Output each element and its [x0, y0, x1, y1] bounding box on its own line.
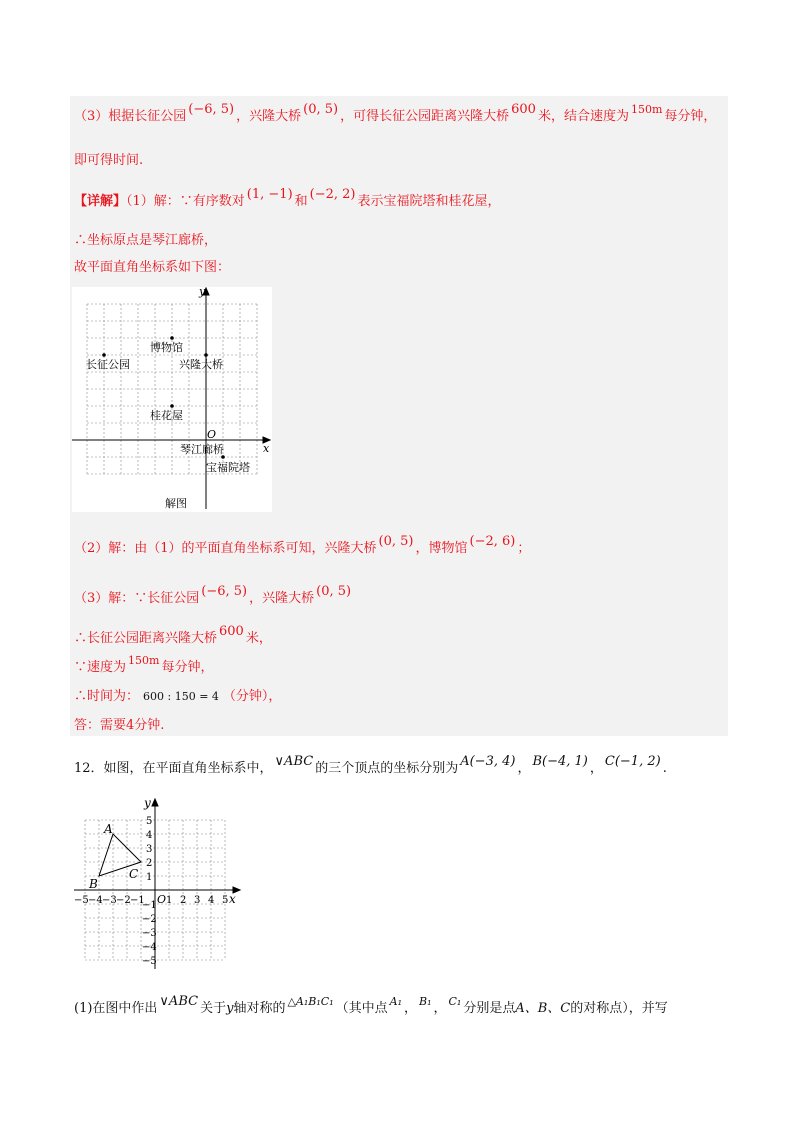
text: (1)在图中作出: [74, 1001, 158, 1016]
text: ∴时间为：: [74, 689, 140, 704]
speed-line: [74, 654, 214, 677]
distance-value: 600: [511, 102, 536, 117]
coord-changzheng: (−6, 5): [188, 102, 235, 117]
x-tick: −5: [74, 895, 89, 906]
place-guihua-house: 桂花屋: [150, 409, 183, 422]
detail-line: [74, 187, 501, 211]
y-tick: −5: [142, 956, 157, 967]
points-abc: A、B、C: [515, 1001, 571, 1016]
text: ，: [403, 1001, 417, 1016]
origin-label: O: [157, 893, 167, 906]
part2-line: [74, 534, 531, 558]
text: （3）根据长征公园: [74, 109, 187, 124]
text: 轴对称的: [233, 1001, 286, 1016]
triangle-abc: ∨ABC: [274, 754, 314, 769]
y-tick: 1: [146, 872, 153, 883]
part3-line: [74, 584, 353, 608]
solution-time-hint: 即可得时间.: [74, 153, 144, 168]
x-axis-label: x: [229, 892, 236, 906]
x-tick: 1: [166, 895, 173, 906]
coord-guihua: (−2, 2): [309, 187, 356, 202]
text: ，可得长征公园距离兴隆大桥: [340, 109, 510, 124]
coord-xinglong: (0, 5): [303, 102, 339, 117]
vertex-c-label: C: [129, 867, 139, 881]
text: 米，结合速度为: [537, 109, 629, 124]
y-tick: −1: [142, 900, 157, 911]
text: 12．如图，在平面直角坐标系中，: [74, 761, 273, 776]
text: 和: [294, 194, 308, 209]
system-line: 故平面直角坐标系如下图：: [74, 260, 231, 275]
text: .: [662, 761, 667, 776]
text: ，兴隆大桥: [236, 109, 302, 124]
text: 米，: [245, 631, 272, 646]
text: 的对称点），并写: [570, 1001, 668, 1016]
distance-value: 600: [219, 624, 244, 639]
answer-line: 答：需要4分钟.: [74, 718, 165, 733]
speed-value: 150m: [630, 103, 663, 116]
x-axis-label: x: [263, 442, 270, 455]
time-line: [74, 688, 281, 706]
detail-tag: 【详解】: [74, 194, 127, 209]
point-a1: A₁: [389, 995, 402, 1008]
coord-xinglong: (0, 5): [378, 534, 414, 549]
text: ，: [589, 761, 603, 776]
y-tick: −4: [142, 942, 157, 953]
y-axis-label: y: [144, 796, 151, 810]
solution-part3-hint: [74, 102, 717, 126]
place-museum: 博物馆: [150, 341, 183, 354]
text: ，: [517, 761, 531, 776]
y-axis-label: y: [199, 287, 206, 298]
distance-line: [74, 624, 272, 648]
vertex-b-label: B: [89, 877, 98, 891]
text: 的三个顶点的坐标分别为: [315, 761, 459, 776]
place-qinjiang-bridge: 琴江廊桥: [180, 443, 224, 456]
time-expression: 600 : 150 = 4: [143, 690, 219, 703]
text: ，兴隆大桥: [249, 591, 315, 606]
coord-museum: (−2, 6): [469, 534, 516, 549]
point-b-coord: B(−4, 1): [532, 754, 588, 769]
coordinate-figure-2: [68, 793, 248, 973]
point-b1: B₁: [419, 995, 432, 1008]
text: （3）解：∵长征公园: [74, 591, 200, 606]
x-tick: 5: [222, 895, 229, 906]
point-c1: C₁: [448, 995, 462, 1008]
text: ∴长征公园距离兴隆大桥: [74, 631, 218, 646]
point-c-coord: C(−1, 2): [604, 754, 661, 769]
speed-value: 150m: [128, 654, 160, 667]
text: （分钟），: [222, 689, 282, 704]
text: ；: [517, 541, 531, 556]
coordinate-figure-1: [72, 287, 272, 512]
vertex-a-label: A: [104, 822, 113, 836]
x-tick: −4: [88, 895, 103, 906]
question12-part1: [74, 994, 668, 1018]
place-xinglong-bridge: 兴隆大桥: [179, 358, 223, 371]
text: （2）解：由（1）的平面直角坐标系可知，兴隆大桥: [74, 541, 377, 556]
text: （1）解：∵有序数对: [126, 194, 245, 209]
y-tick: 5: [146, 816, 153, 827]
x-tick: −1: [130, 895, 145, 906]
text: ∵速度为: [74, 660, 127, 675]
coord-changzheng: (−6, 5): [201, 584, 248, 599]
text: 表示宝福院塔和桂花屋，: [357, 194, 501, 209]
y-tick: −2: [142, 914, 157, 925]
y-variable: y: [226, 1001, 234, 1016]
x-tick: −2: [116, 895, 131, 906]
text: ，博物馆: [415, 541, 468, 556]
text: （其中点: [335, 1001, 388, 1016]
text: 每分钟，: [664, 109, 717, 124]
x-tick: −3: [102, 895, 117, 906]
question12-intro: [74, 754, 667, 778]
place-baofu-pagoda: 宝福院塔: [206, 461, 250, 474]
coord-baofu: (1, −1): [246, 187, 293, 202]
triangle-a1b1c1: △A₁B₁C₁: [287, 995, 334, 1008]
y-tick: −3: [142, 928, 157, 939]
origin-line: ∴坐标原点是琴江廊桥，: [74, 233, 218, 248]
text: 每分钟，: [161, 660, 214, 675]
x-tick: 4: [208, 895, 215, 906]
triangle-abc: ∨ABC: [159, 994, 199, 1009]
point-a-coord: A(−3, 4): [460, 754, 516, 769]
text: ，: [433, 1001, 447, 1016]
y-tick: 3: [146, 844, 153, 855]
x-tick: 3: [194, 895, 201, 906]
origin-label: O: [207, 428, 217, 441]
figure1-caption: 解图: [165, 497, 187, 510]
coord-xinglong: (0, 5): [316, 584, 352, 599]
x-tick: 2: [180, 895, 187, 906]
text: 分别是点: [463, 1001, 516, 1016]
text: 关于: [200, 1001, 227, 1016]
y-tick: 2: [146, 858, 153, 869]
place-changzheng-park: 长征公园: [86, 358, 130, 371]
y-tick: 4: [146, 830, 153, 841]
